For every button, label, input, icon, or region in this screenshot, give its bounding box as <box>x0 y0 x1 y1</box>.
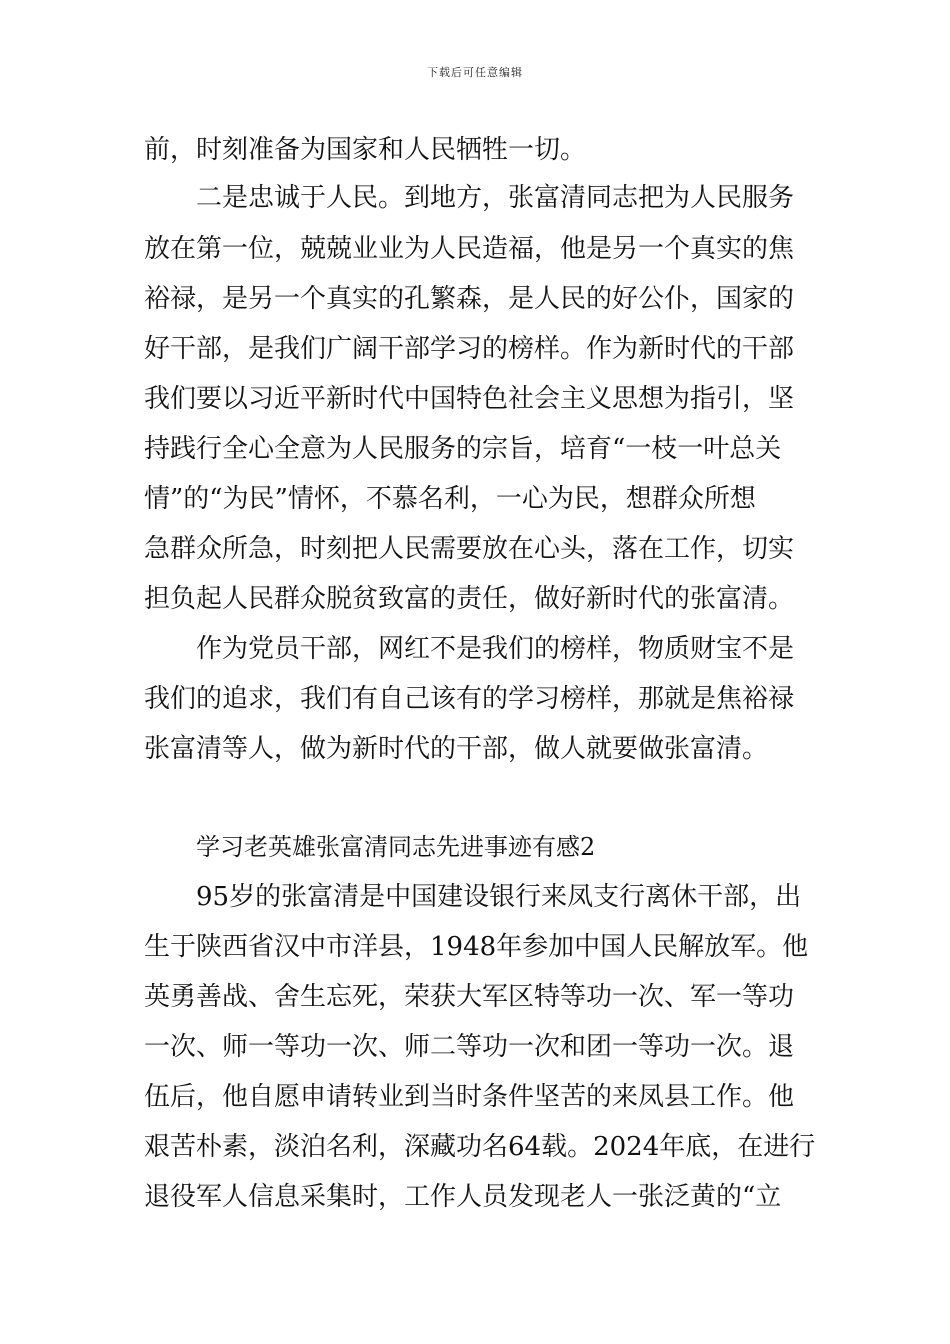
paragraph-line: 担负起人民群众脱贫致富的责任，做好新时代的张富清。 <box>144 584 795 614</box>
paragraph-line: 伍后，他自愿申请转业到当时条件坚苦的来凤县工作。他 <box>144 1082 795 1112</box>
paragraph-line: 前，时刻准备为国家和人民牺牲一切。 <box>144 135 587 165</box>
paragraph-line: 英勇善战、舍生忘死，荣获大军区特等功一次、军一等功 <box>144 982 795 1012</box>
paragraph-line: 我们的追求，我们有自己该有的学习榜样，那就是焦裕禄 <box>144 684 795 714</box>
paragraph-line: 一次、师一等功一次、师二等功一次和团一等功一次。退 <box>144 1032 795 1062</box>
paragraph-line: 裕禄，是另一个真实的孔繁森，是人民的好公仆，国家的 <box>144 284 795 314</box>
paragraph-line: 退役军人信息采集时，工作人员发现老人一张泛黄的“立 <box>144 1182 782 1212</box>
paragraph-line: 好干部，是我们广阔干部学习的榜样。作为新时代的干部 <box>144 334 795 364</box>
page-header: 下载后可任意编辑 <box>427 66 523 79</box>
section-heading: 学习老英雄张富清同志先进事迹有感2 <box>196 833 596 861</box>
paragraph-line: 持践行全心全意为人民服务的宗旨，培育“一枝一叶总关 <box>144 434 782 464</box>
paragraph-line: 急群众所急，时刻把人民需要放在心头，落在工作，切实 <box>144 534 795 564</box>
paragraph-line: 艰苦朴素，淡泊名利，深藏功名64载。2024年底，在进行 <box>144 1132 816 1162</box>
paragraph-line: 情”的“为民”情怀，不慕名利，一心为民，想群众所想 <box>144 484 756 514</box>
paragraph-line: 放在第一位，兢兢业业为人民造福，他是另一个真实的焦 <box>144 234 795 264</box>
paragraph-line: 作为党员干部，网红不是我们的榜样，物质财宝不是 <box>196 634 795 664</box>
paragraph-line: 张富清等人，做为新时代的干部，做人就要做张富清。 <box>144 734 769 764</box>
paragraph-line: 95岁的张富清是中国建设银行来凤支行离休干部，出 <box>196 882 802 912</box>
paragraph-line: 我们要以习近平新时代中国特色社会主义思想为指引，坚 <box>144 384 795 414</box>
paragraph-line: 生于陕西省汉中市洋县，1948年参加中国人民解放军。他 <box>144 932 809 962</box>
paragraph-line: 二是忠诚于人民。到地方，张富清同志把为人民服务 <box>196 183 795 213</box>
